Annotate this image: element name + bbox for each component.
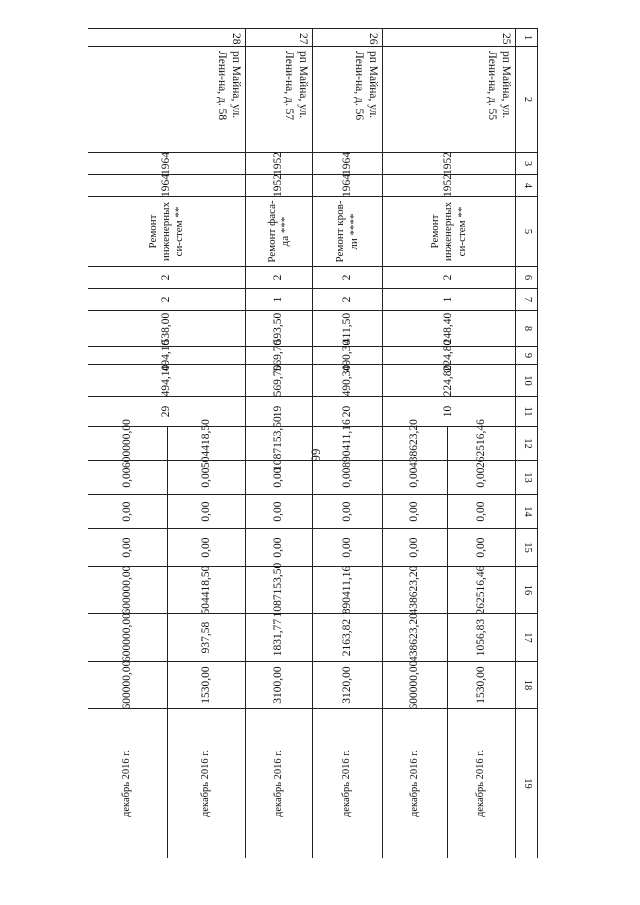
- cell-c17-text: 438623,20: [408, 613, 421, 662]
- cell-c16-text: 438623,20: [408, 565, 421, 615]
- cell-c6: [382, 266, 516, 289]
- cell-c14: [447, 494, 516, 529]
- header-cell: [515, 196, 538, 267]
- cell-num-text: 27: [297, 33, 309, 45]
- header-cell: [515, 566, 538, 614]
- cell-c9: [382, 339, 516, 372]
- cell-c12: [312, 419, 383, 468]
- cell-c17: [167, 613, 246, 662]
- cell-c12-text: 438623,20: [408, 419, 421, 468]
- cell-c6-text: 2: [340, 274, 353, 281]
- cell-c15-text: 0,00: [408, 537, 421, 558]
- cell-c18: [312, 661, 383, 709]
- cell-c15: [312, 528, 383, 567]
- cell-year_a: [245, 152, 313, 175]
- cell-c17-text: 937,58: [199, 621, 212, 654]
- cell-c13-text: 0,00: [272, 467, 285, 488]
- header-cell-text: 13: [521, 472, 533, 483]
- cell-c16: [167, 566, 246, 614]
- header-cell-text: 8: [521, 325, 533, 332]
- cell-c15: [88, 528, 168, 567]
- header-cell: [515, 661, 538, 709]
- cell-c11: [88, 396, 246, 427]
- header-cell: [515, 460, 538, 495]
- cell-year_b: [245, 174, 313, 197]
- cell-c12-text: 600000,00: [120, 419, 133, 468]
- cell-year_a: [88, 152, 246, 175]
- cell-c19-text: декабрь 2016 г.: [408, 750, 420, 817]
- cell-c10-text: 224,80: [442, 364, 455, 397]
- cell-year_b: [382, 174, 516, 197]
- cell-c12-text: 1087153,50: [272, 416, 285, 471]
- header-cell: [515, 346, 538, 365]
- cell-year_a-text: 1964: [340, 152, 353, 175]
- cell-c9-text: 224,80: [442, 339, 455, 372]
- cell-c13-text: 0,00: [340, 467, 353, 488]
- cell-c17: [245, 613, 313, 662]
- cell-c14-text: 0,00: [272, 501, 285, 522]
- cell-c8-text: 538,00: [159, 312, 172, 345]
- header-cell: [515, 613, 538, 662]
- cell-c19: [245, 708, 313, 858]
- cell-c19-text: декабрь 2016 г.: [272, 750, 284, 817]
- cell-c7: [245, 288, 313, 311]
- header-cell-text: 18: [521, 679, 533, 691]
- cell-year_a: [382, 152, 516, 175]
- cell-work: [312, 196, 383, 267]
- header-cell-text: 17: [521, 632, 533, 643]
- cell-work-text: Ремонт кров-ли ****: [334, 200, 360, 263]
- header-cell: [515, 426, 538, 461]
- cell-c16-text: 890411,16: [340, 565, 353, 615]
- cell-c16: [312, 566, 383, 614]
- cell-num: [382, 28, 516, 47]
- header-cell: [515, 28, 538, 47]
- cell-c15-text: 0,00: [474, 537, 487, 558]
- cell-c19: [167, 708, 246, 858]
- header-cell-text: 19: [521, 778, 533, 789]
- cell-c17-text: 2163,82: [340, 618, 353, 657]
- cell-c13: [447, 460, 516, 495]
- cell-c16: [447, 566, 516, 614]
- cell-c10: [88, 364, 246, 397]
- cell-c17-text: 600000,00: [120, 613, 133, 662]
- cell-c6: [88, 266, 246, 289]
- cell-c6-text: 2: [442, 274, 455, 281]
- cell-c13-text: 0,00: [199, 467, 212, 488]
- cell-c18-text: 1530,00: [474, 666, 487, 704]
- header-cell: [515, 174, 538, 197]
- cell-address: [88, 46, 246, 153]
- cell-c16-text: 504418,50: [199, 565, 212, 615]
- cell-c8-text: 248,40: [442, 312, 455, 345]
- cell-c15-text: 0,00: [340, 537, 353, 558]
- cell-year_b: [312, 174, 383, 197]
- cell-c12-text: 504418,50: [199, 419, 212, 468]
- cell-c10: [245, 364, 313, 397]
- cell-c18-text: 3100,00: [272, 666, 285, 704]
- cell-c19-text: декабрь 2016 г.: [341, 750, 353, 817]
- cell-c9-text: 494,10: [159, 339, 172, 372]
- cell-c10-text: 569,70: [272, 364, 285, 397]
- cell-c10: [382, 364, 516, 397]
- cell-c17-text: 1056,83: [474, 618, 487, 657]
- cell-year_a-text: 1952: [442, 152, 455, 175]
- cell-c8-text: 411,50: [340, 312, 353, 345]
- cell-c10-text: 494,10: [159, 364, 172, 397]
- cell-c15: [167, 528, 246, 567]
- cell-work: [382, 196, 516, 267]
- cell-c6-text: 2: [272, 274, 285, 281]
- cell-c6: [312, 266, 383, 289]
- cell-num-text: 28: [230, 33, 242, 45]
- cell-num-text: 26: [367, 33, 379, 45]
- cell-c17: [88, 613, 168, 662]
- cell-c7-text: 1: [442, 296, 455, 303]
- cell-address-text: рп Майна, ул. Лени-на, д. 55: [486, 51, 512, 121]
- cell-c7: [312, 288, 383, 311]
- cell-c13: [167, 460, 246, 495]
- header-cell: [515, 310, 538, 347]
- cell-c18: [447, 661, 516, 709]
- cell-c12: [167, 419, 246, 468]
- cell-c6-text: 2: [159, 274, 172, 281]
- header-cell-text: 4: [521, 182, 533, 189]
- cell-year_b-text: 1964: [159, 174, 172, 197]
- header-cell: [515, 528, 538, 567]
- cell-c15-text: 0,00: [120, 537, 133, 558]
- header-cell-text: 11: [521, 406, 533, 417]
- header-cell-text: 12: [521, 438, 533, 449]
- cell-c19-text: декабрь 2016 г.: [121, 750, 133, 817]
- cell-work-text: Ремонт инженерных си-стем **: [146, 201, 186, 262]
- header-cell: [515, 396, 538, 427]
- cell-c17: [447, 613, 516, 662]
- cell-c12-text: 262516,46: [474, 419, 487, 468]
- cell-c11-text: 19: [272, 405, 285, 418]
- header-cell-text: 14: [521, 506, 533, 517]
- cell-c13: [245, 460, 313, 495]
- cell-year_b: [88, 174, 246, 197]
- cell-year_b-text: 1952: [272, 174, 285, 197]
- cell-address: [312, 46, 383, 153]
- cell-c19: [382, 708, 448, 858]
- cell-c14: [312, 494, 383, 529]
- cell-c18-text: 1530,00: [199, 666, 212, 704]
- cell-c7: [88, 288, 246, 311]
- cell-c16-text: 1087153,50: [272, 562, 285, 618]
- cell-year_a-text: 1964: [159, 152, 172, 175]
- cell-c11: [382, 396, 516, 427]
- cell-c14-text: 0,00: [474, 501, 487, 522]
- cell-c13-text: 0,00: [120, 467, 133, 488]
- cell-c9: [88, 339, 246, 372]
- cell-c16: [245, 562, 313, 618]
- rotated-table-viewport: [88, 28, 538, 858]
- cell-c8-text: 593,50: [272, 312, 285, 345]
- cell-c18: [382, 661, 448, 709]
- cell-c18: [167, 661, 246, 709]
- cell-c12: [382, 419, 448, 468]
- cell-c18-text: 600000,00: [120, 660, 133, 710]
- cell-c14-text: 0,00: [199, 501, 212, 522]
- cell-address-text: рп Майна, ул. Лени-на, д. 56: [353, 51, 379, 121]
- cell-address-text: рп Майна, ул. Лени-на, д. 57: [283, 51, 309, 121]
- cell-c15: [447, 528, 516, 567]
- cell-address: [382, 46, 516, 153]
- cell-c18: [88, 661, 168, 709]
- cell-c14-text: 0,00: [120, 501, 133, 522]
- cell-c7-text: 1: [272, 296, 285, 303]
- cell-c14: [245, 494, 313, 529]
- cell-c10: [312, 364, 383, 397]
- cell-c15: [245, 528, 313, 567]
- cell-c14: [88, 494, 168, 529]
- cell-work-text: Ремонт инженерных си-стем **: [429, 201, 468, 262]
- cell-year_b-text: 1964: [340, 174, 353, 197]
- repair-program-table: [88, 28, 538, 858]
- cell-address-text: рп Майна, ул. Лени-на, д. 58: [216, 51, 242, 121]
- cell-year_a-text: 1952: [272, 152, 285, 175]
- cell-c9-text: 569,70: [272, 339, 285, 372]
- page-number: 66: [308, 448, 324, 462]
- header-cell-text: 2: [521, 96, 533, 103]
- cell-num: [312, 28, 383, 47]
- cell-address: [245, 46, 313, 153]
- cell-num-text: 25: [500, 33, 512, 45]
- cell-year_b-text: 1952: [442, 174, 455, 197]
- cell-c13: [382, 460, 448, 495]
- cell-c9: [245, 339, 313, 372]
- cell-c14-text: 0,00: [408, 501, 421, 522]
- cell-c14: [382, 494, 448, 529]
- cell-c14: [167, 494, 246, 529]
- cell-c17: [382, 613, 448, 662]
- cell-c19-text: декабрь 2016 г.: [475, 750, 487, 817]
- cell-c12: [245, 416, 313, 471]
- cell-c13: [312, 460, 383, 495]
- cell-c12: [447, 419, 516, 468]
- cell-c15-text: 0,00: [199, 537, 212, 558]
- header-cell-text: 7: [521, 296, 533, 303]
- header-cell-text: 1: [521, 34, 533, 41]
- cell-c13-text: 0,00: [474, 467, 487, 488]
- cell-c16: [88, 566, 168, 614]
- header-cell: [515, 288, 538, 311]
- cell-c18: [245, 661, 313, 709]
- cell-c17-text: 1831,77: [272, 618, 285, 657]
- cell-num: [88, 28, 246, 47]
- cell-c7-text: 2: [340, 296, 353, 303]
- cell-c16-text: 262516,46: [474, 565, 487, 615]
- cell-c18-text: 600000,00: [408, 660, 421, 710]
- cell-c10-text: 490,30: [340, 364, 353, 397]
- header-cell-text: 9: [521, 352, 533, 359]
- header-cell: [515, 494, 538, 529]
- header-cell-text: 5: [521, 228, 533, 235]
- cell-c9-text: 490,30: [340, 339, 353, 372]
- cell-c19: [447, 708, 516, 858]
- cell-c7-text: 2: [159, 296, 172, 303]
- cell-c14-text: 0,00: [340, 501, 353, 522]
- cell-c7: [382, 288, 516, 311]
- cell-work: [88, 196, 246, 267]
- header-cell: [515, 364, 538, 397]
- cell-c11-text: 20: [340, 405, 353, 418]
- cell-c13-text: 0,00: [408, 467, 421, 488]
- header-cell: [515, 46, 538, 153]
- header-cell-text: 16: [521, 584, 533, 596]
- header-cell: [515, 152, 538, 175]
- cell-work-text: Ремонт фаса-да ***: [265, 200, 291, 263]
- cell-c9: [312, 339, 383, 372]
- cell-c19: [88, 708, 168, 858]
- cell-year_a: [312, 152, 383, 175]
- cell-c11-text: 29: [159, 405, 172, 418]
- header-cell-text: 6: [521, 274, 533, 281]
- header-cell: [515, 708, 538, 858]
- cell-work: [245, 196, 313, 267]
- header-cell-text: 10: [521, 375, 533, 386]
- cell-c15: [382, 528, 448, 567]
- cell-c11-text: 10: [442, 405, 455, 418]
- cell-c12-text: 890411,16: [340, 419, 353, 468]
- cell-c18-text: 3120,00: [340, 666, 353, 704]
- cell-c16: [382, 566, 448, 614]
- header-cell-text: 3: [521, 160, 533, 167]
- header-cell: [515, 266, 538, 289]
- header-cell-text: 15: [521, 542, 533, 553]
- cell-c12: [88, 419, 168, 468]
- cell-c19: [312, 708, 383, 858]
- cell-c13: [88, 460, 168, 495]
- cell-c17: [312, 613, 383, 662]
- cell-c6: [245, 266, 313, 289]
- cell-c19-text: декабрь 2016 г.: [200, 750, 212, 817]
- cell-num: [245, 28, 313, 47]
- cell-c16-text: 600000,00: [120, 565, 133, 615]
- cell-c15-text: 0,00: [272, 537, 285, 558]
